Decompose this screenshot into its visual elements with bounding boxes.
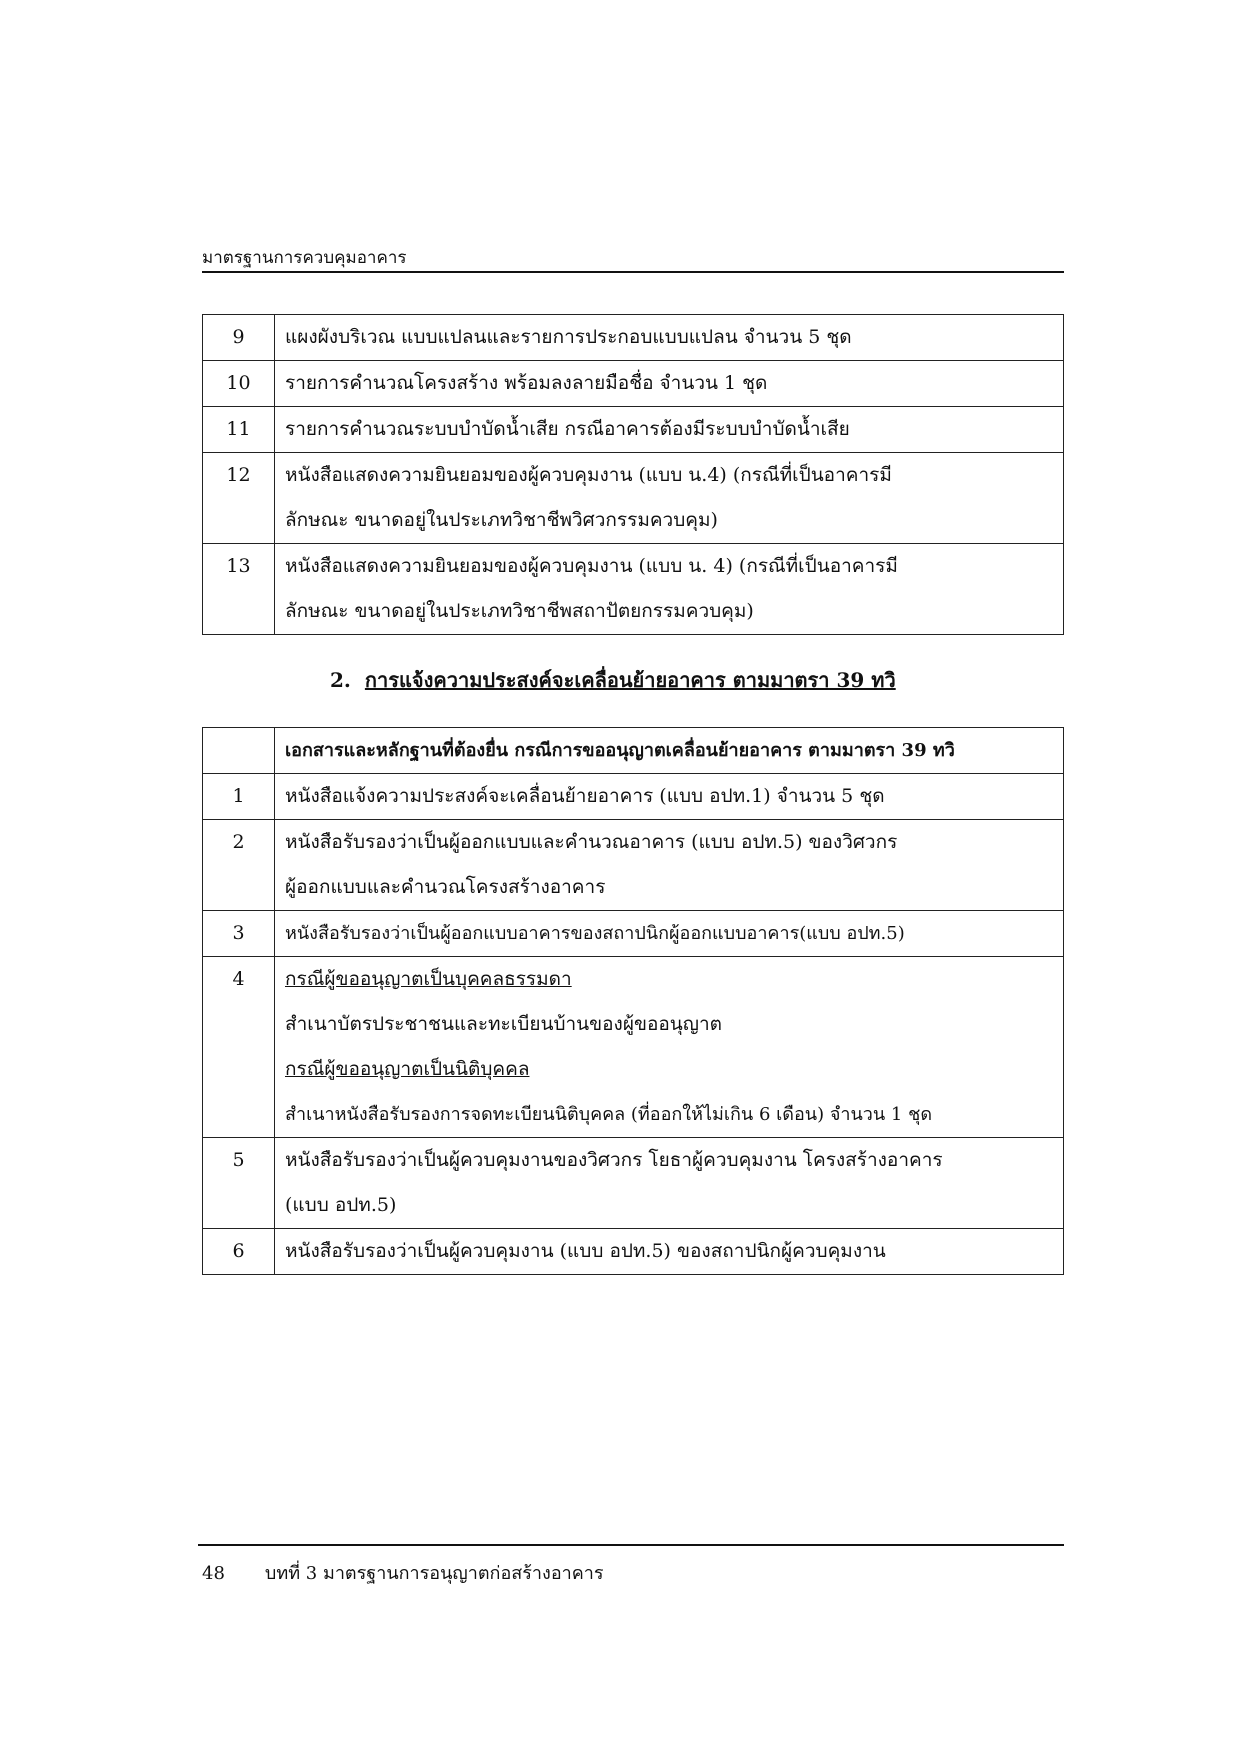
table-row: [203, 544, 1064, 635]
row-text: รายการคำนวณระบบบำบัดน้ำเสีย กรณีอาคารต้องมีระบบบำบัดน้ำเสีย: [275, 407, 1064, 453]
table-row: [203, 361, 1064, 407]
header-empty-cell: [203, 728, 275, 774]
page-footer: [202, 1558, 604, 1587]
requirements-table-2: [202, 727, 1064, 1275]
row-text: หนังสือรับรองว่าเป็นผู้ควบคุมงาน (แบบ อปท.5) ของสถาปนิกผู้ควบคุมงาน: [275, 1229, 1064, 1275]
table-header: เอกสารและหลักฐานที่ต้องยื่น กรณีการขออนุญาตเคลื่อนย้ายอาคาร ตามมาตรา 39 ทวิ: [275, 728, 1064, 774]
row-text: กรณีผู้ขออนุญาตเป็นบุคคลธรรมดา สำเนาบัตรประชาชนและทะเบียนบ้านของผู้ขออนุญาต กรณีผู้ขออนุญาตเป็นนิติบุคคล สำเนาหนังสือรับรองการจดทะเบียนนิติบุคคล (ที่ออกให้ไม่เกิน 6 เดือน) จำนวน 1 ชุด: [275, 957, 1064, 1138]
row-number: 6: [203, 1229, 275, 1275]
table-row: [203, 1229, 1064, 1275]
table-row: [203, 911, 1064, 957]
chapter-title: บทที่ 3 มาตรฐานการอนุญาตก่อสร้างอาคาร: [264, 1563, 604, 1584]
row-number: 12: [203, 453, 275, 544]
row-number: 5: [203, 1138, 275, 1229]
footer-rule: [198, 1544, 1064, 1546]
section-number: 2.: [330, 668, 351, 692]
row-text: แผงผังบริเวณ แบบแปลนและรายการประกอบแบบแปลน จำนวน 5 ชุด: [275, 315, 1064, 361]
row-number: 3: [203, 911, 275, 957]
row-number: 4: [203, 957, 275, 1138]
row-number: 13: [203, 544, 275, 635]
row-text: รายการคำนวณโครงสร้าง พร้อมลงลายมือชื่อ จำนวน 1 ชุด: [275, 361, 1064, 407]
row-number: 11: [203, 407, 275, 453]
table-row: [203, 774, 1064, 820]
row-number: 1: [203, 774, 275, 820]
row-text: หนังสือรับรองว่าเป็นผู้ควบคุมงานของวิศวกร โยธาผู้ควบคุมงาน โครงสร้างอาคาร (แบบ อปท.5): [275, 1138, 1064, 1229]
row-text: หนังสือรับรองว่าเป็นผู้ออกแบบและคำนวณอาคาร (แบบ อปท.5) ของวิศวกร ผู้ออกแบบและคำนวณโครงสร้างอาคาร: [275, 820, 1064, 911]
table-row: [203, 453, 1064, 544]
table-row: [203, 315, 1064, 361]
row-text: หนังสือแจ้งความประสงค์จะเคลื่อนย้ายอาคาร (แบบ อปท.1) จำนวน 5 ชุด: [275, 774, 1064, 820]
section-title: การแจ้งความประสงค์จะเคลื่อนย้ายอาคาร ตามมาตรา 39 ทวิ: [364, 668, 896, 692]
row-number: 10: [203, 361, 275, 407]
table-row: [203, 957, 1064, 1138]
requirements-table-1: [202, 314, 1064, 635]
header-rule: [202, 271, 1064, 273]
table-header-row: [203, 728, 1064, 774]
row-number: 9: [203, 315, 275, 361]
page-header: มาตรฐานการควบคุมอาคาร: [202, 248, 407, 268]
row-text: หนังสือรับรองว่าเป็นผู้ออกแบบอาคารของสถาปนิกผู้ออกแบบอาคาร(แบบ อปท.5): [275, 911, 1064, 957]
section-heading: [330, 664, 896, 696]
row-text: หนังสือแสดงความยินยอมของผู้ควบคุมงาน (แบบ น.4) (กรณีที่เป็นอาคารมี ลักษณะ ขนาดอยู่ในประเภทวิชาชีพวิศวกรรมควบคุม): [275, 453, 1064, 544]
table-row: [203, 820, 1064, 911]
page-number: 48: [202, 1563, 225, 1584]
table-row: [203, 1138, 1064, 1229]
table-row: [203, 407, 1064, 453]
row-number: 2: [203, 820, 275, 911]
row-text: หนังสือแสดงความยินยอมของผู้ควบคุมงาน (แบบ น. 4) (กรณีที่เป็นอาคารมี ลักษณะ ขนาดอยู่ในประเภทวิชาชีพสถาปัตยกรรมควบคุม): [275, 544, 1064, 635]
